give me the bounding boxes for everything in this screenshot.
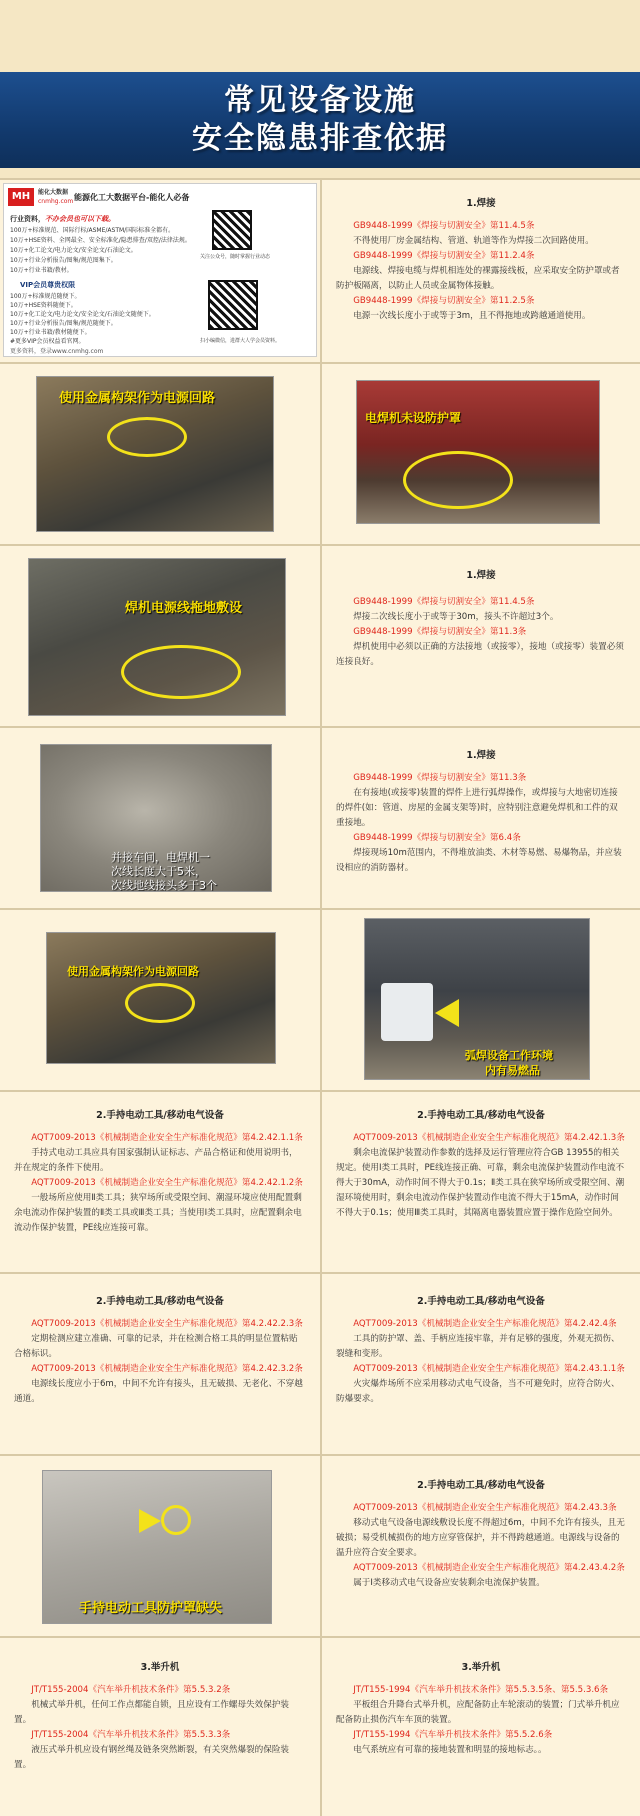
requirement-text: 电源线、焊接电缆与焊机相连处的裸露接线板，应采取安全防护罩或者防护板隔离，以防止人员或金属物体接触。 — [336, 266, 620, 291]
slide-text-cell — [0, 1638, 320, 1816]
photo-cell — [0, 910, 320, 1090]
requirement-text: 手持式电动工具应具有国家强制认证标志、产品合格证和使用说明书，并在规定的条件下使用。 — [14, 1148, 298, 1173]
standard-reference: AQT7009-2013《机械制造企业安全生产标准化规范》第4.2.42.1.2条 — [31, 1178, 303, 1188]
section2-item: 10万+行业书籍/教材随便下。 — [10, 329, 91, 336]
section2-item: 10万+化工论文/电力论文/安全论文/石油论文随便下。 — [10, 311, 155, 318]
slide-text-cell — [320, 546, 640, 726]
paint-can-icon — [381, 983, 433, 1041]
slide-text — [322, 546, 640, 678]
section-heading: 2.手持电动工具/移动电气设备 — [417, 1296, 545, 1307]
photo-cell — [0, 364, 320, 544]
site-photo — [42, 1470, 272, 1624]
brand-site: cnmhg.com — [38, 198, 74, 205]
standard-reference: JT/T155-1994《汽车举升机技术条件》第5.5.3.5条、第5.5.3.6条 — [353, 1685, 609, 1695]
requirement-text: 在有接地(或接零)装置的焊件上进行弧焊操作，或焊接与大地密切连接的焊件(如：管道、房屋的金属支架等)时，应特别注意避免焊机和工件的双重接地。 — [336, 788, 618, 828]
photo-caption: 使用金属构架作为电源回路 — [59, 391, 216, 406]
slide-text — [322, 1456, 640, 1599]
row-5 — [0, 908, 640, 1090]
section2-item: #更多VIP会员权益看官网。 — [10, 338, 85, 345]
photo-caption: 焊机电源线拖地敷设 — [125, 601, 243, 616]
qr-code-icon — [208, 280, 258, 330]
section-heading: 2.手持电动工具/移动电气设备 — [96, 1110, 224, 1121]
standard-reference: AQT7009-2013《机械制造企业安全生产标准化规范》第4.2.43.1.1条 — [353, 1364, 625, 1374]
slide-text — [0, 1092, 320, 1244]
row-3 — [0, 544, 640, 726]
slide-text — [0, 1274, 320, 1415]
requirement-text: 火灾爆炸场所不应采用移动式电气设备，当不可避免时，应符合防火、防爆要求。 — [336, 1379, 620, 1404]
site-photo — [364, 918, 590, 1080]
row-6 — [0, 1090, 640, 1272]
standard-reference: GB9448-1999《焊接与切割安全》第11.4.5条 — [353, 597, 535, 607]
photo-caption: 内有易燃品 — [485, 1064, 540, 1077]
requirement-text: 剩余电流保护装置动作参数的选择及运行管理应符合GB 13955的相关规定。使用Ⅰ类工具时，PE线连接正确、可靠，剩余电流保护装置动作电流不得大于30mA，动作时间不得大于0.1s；Ⅱ类工具在狭窄场所或受限空间、潮湿环境使用时，剩余电流动作保护装置动作电流不得大于15mA，动作时间不得大于0.1s；使用Ⅲ类工具时，其隔离电器装置应置于操作危险空间外。 — [336, 1148, 625, 1218]
requirement-text: 定期检测应建立准确、可靠的记录，并在检测合格工具的明显位置粘贴合格标识。 — [14, 1334, 298, 1359]
standard-reference: AQT7009-2013《机械制造企业安全生产标准化规范》第4.2.43.3条 — [353, 1503, 617, 1513]
highlight-ellipse — [121, 645, 241, 699]
row-4 — [0, 726, 640, 908]
requirement-text: 电气系统应有可靠的接地装置和明显的接地标志。。 — [353, 1745, 547, 1755]
photo-caption: 并接车间，电焊机一 — [111, 851, 210, 864]
requirement-text: 不得使用厂房金属结构、管道、轨道等作为焊接二次回路使用。 — [353, 236, 594, 246]
standard-reference: AQT7009-2013《机械制造企业安全生产标准化规范》第4.2.42.1.1条 — [31, 1133, 303, 1143]
slide-text-cell — [320, 1638, 640, 1816]
row-7 — [0, 1272, 640, 1454]
row-2 — [0, 362, 640, 544]
arrow-right-icon — [139, 1509, 161, 1533]
slide-text-cell — [320, 728, 640, 908]
site-photo — [46, 932, 276, 1064]
standard-reference: JT/T155-1994《汽车举升机技术条件》第5.5.2.6条 — [353, 1730, 553, 1740]
platform-name: 能源化工大数据平台-能化人必备 — [74, 193, 190, 202]
standard-reference: AQT7009-2013《机械制造企业安全生产标准化规范》第4.2.42.4条 — [353, 1319, 617, 1329]
section2-label: VIP会员尊贵权限 — [20, 281, 76, 289]
slide-text — [322, 1638, 640, 1766]
standard-reference: GB9448-1999《焊接与切割安全》第11.3条 — [353, 627, 527, 637]
standard-reference: JT/T155-2004《汽车举升机技术条件》第5.5.3.2条 — [31, 1685, 231, 1695]
standard-reference: GB9448-1999《焊接与切割安全》第11.2.4条 — [353, 251, 535, 261]
section-heading: 1.焊接 — [466, 750, 496, 761]
requirement-text: 液压式举升机应设有钢丝绳及链条突然断裂，有关突然爆裂的保险装置。 — [14, 1745, 290, 1770]
section-heading: 3.举升机 — [140, 1662, 180, 1673]
qr-code-icon — [212, 210, 252, 250]
standard-reference: GB9448-1999《焊接与切割安全》第6.4条 — [353, 833, 521, 843]
requirement-text: 焊接现场10m范围内，不得堆放油类、木材等易燃、易爆物品，并应装设相应的消防器材。 — [336, 848, 622, 873]
standard-reference: AQT7009-2013《机械制造企业安全生产标准化规范》第4.2.42.3.2条 — [31, 1364, 303, 1374]
section1-item: 10万+HSE资料、全网最全、安全标准化/隐患排查/双控/法律法规。 — [10, 237, 191, 244]
highlight-ellipse — [125, 983, 195, 1023]
qr1-caption: 关注公众号，随时掌握行业动态 — [200, 254, 271, 260]
requirement-text: 一般场所应使用Ⅱ类工具；狭窄场所或受限空间、潮湿环境应使用配置剩余电流动作保护装置的Ⅱ类工具或Ⅲ类工具；当使用Ⅰ类工具时，应配置剩余电流动作保护装置，PE线应连接可靠。 — [14, 1193, 302, 1233]
requirement-text: 移动式电气设备电源线敷设长度不得超过6m，中间不允许有接头，且无破损；易受机械损伤的地方应穿管保护，并不得跨越通道。电源线与设备的温升应符合安全要求。 — [336, 1518, 625, 1558]
photo-caption: 电焊机未设防护罩 — [365, 411, 462, 425]
photo-cell — [0, 1456, 320, 1636]
section1-item: 100万+标准规范、国际行标/ASME/ASTM/国际标准全都有。 — [10, 227, 175, 234]
section-heading: 2.手持电动工具/移动电气设备 — [96, 1296, 224, 1307]
photo-caption: 次线长度大于5米， — [111, 865, 206, 878]
slide-text — [322, 728, 640, 884]
arrow-left-icon — [435, 999, 459, 1027]
section2-item: 100万+标准规范随便下。 — [10, 293, 81, 300]
requirement-text: 焊机使用中必须以正确的方法接地（或接零），接地（或接零）装置必须连接良好。 — [336, 642, 624, 667]
highlight-ellipse — [161, 1505, 191, 1535]
title-banner — [0, 72, 640, 168]
standard-reference: AQT7009-2013《机械制造企业安全生产标准化规范》第4.2.42.1.3条 — [353, 1133, 625, 1143]
row-9 — [0, 1636, 640, 1816]
slide-text — [322, 1092, 640, 1229]
requirement-text: 属于Ⅰ类移动式电气设备应安装剩余电流保护装置。 — [353, 1578, 545, 1588]
standard-reference: AQT7009-2013《机械制造企业安全生产标准化规范》第4.2.42.2.3条 — [31, 1319, 303, 1329]
site-photo — [40, 744, 272, 892]
title-line-1: 常见设备设施 — [224, 83, 416, 118]
photo-cell — [320, 364, 640, 544]
title-line-2: 安全隐患排查依据 — [192, 121, 448, 156]
site-photo — [36, 376, 274, 532]
requirement-text: 电源一次线长度小于或等于3m，且不得拖地或跨越通道使用。 — [353, 311, 591, 321]
photo-cell — [0, 728, 320, 908]
slide-text-cell — [0, 1092, 320, 1272]
standard-reference: GB9448-1999《焊接与切割安全》第11.4.5条 — [353, 221, 535, 231]
ad-panel — [3, 183, 317, 357]
highlight-ellipse — [403, 451, 513, 509]
section2-item: 10万+HSE资料随便下。 — [10, 302, 77, 309]
requirement-text: 平板组合升降台式举升机，应配备防止车轮滚动的装置；门式举升机应配备防止损伤汽车车顶的装置。 — [336, 1700, 620, 1725]
standard-reference: JT/T155-2004《汽车举升机技术条件》第5.5.3.3条 — [31, 1730, 231, 1740]
section-heading: 3.举升机 — [461, 1662, 501, 1673]
photo-caption: 手持电动工具防护罩缺失 — [79, 1601, 223, 1616]
qr2-caption: 扫小编微信，进群大人学会员资料。 — [200, 338, 281, 344]
section1-label: 行业资料，不办会员也可以下载。 — [10, 215, 115, 223]
slide-text-cell — [320, 1092, 640, 1272]
standard-reference: AQT7009-2013《机械制造企业安全生产标准化规范》第4.2.43.4.2条 — [353, 1563, 625, 1573]
section-heading: 2.手持电动工具/移动电气设备 — [417, 1480, 545, 1491]
slide-text-cell — [0, 1274, 320, 1454]
photo-caption: 次线地线接头多于3个 — [111, 879, 217, 892]
slide-text-cell — [320, 1274, 640, 1454]
ad-footer: 更多资料，登录www.cnmhg.com — [10, 348, 104, 355]
photo-cell — [0, 546, 320, 726]
requirement-text: 电源线长度应小于6m，中间不允许有接头，且无破损、无老化、不穿越通道。 — [14, 1379, 303, 1404]
highlight-ellipse — [107, 417, 187, 457]
slide-text-cell — [320, 1456, 640, 1636]
photo-cell — [320, 910, 640, 1090]
slide-text — [322, 1274, 640, 1415]
standard-reference: GB9448-1999《焊接与切割安全》第11.3条 — [353, 773, 527, 783]
site-photo — [28, 558, 286, 716]
slide-text — [0, 1638, 320, 1781]
section-heading: 1.焊接 — [466, 198, 496, 209]
section-heading: 1.焊接 — [466, 570, 496, 581]
standard-reference: GB9448-1999《焊接与切割安全》第11.2.5条 — [353, 296, 535, 306]
section2-item: 10万+行业分析报告/图集/规范随便下。 — [10, 320, 117, 327]
brand-name: 能化大数据 — [38, 189, 69, 196]
slide-text — [322, 180, 640, 332]
brand-logo: MH — [8, 188, 34, 206]
site-photo — [356, 380, 600, 524]
section1-item: 10万+行业书籍/教材。 — [10, 267, 73, 274]
row-1 — [0, 178, 640, 362]
requirement-text: 焊接二次线长度小于或等于30m，接头不许超过3个。 — [353, 612, 559, 622]
section1-item: 10万+行业分析报告/图集/规范图集下。 — [10, 257, 117, 264]
ad-panel-cell — [0, 180, 320, 362]
requirement-text: 机械式举升机，任何工作点都能自锁，且应设有工作螺母失效保护装置。 — [14, 1700, 290, 1725]
photo-caption: 弧焊设备工作环境 — [465, 1049, 553, 1062]
section1-item: 10万+化工论文/电力论文/安全论文/石油论文。 — [10, 247, 137, 254]
slide-grid — [0, 178, 640, 1816]
row-8 — [0, 1454, 640, 1636]
photo-caption: 使用金属构架作为电源回路 — [67, 965, 199, 978]
slide-text-cell — [320, 180, 640, 362]
section-heading: 2.手持电动工具/移动电气设备 — [417, 1110, 545, 1121]
requirement-text: 工具的防护罩、盖、手柄应连接牢靠，并有足够的强度，外观无损伤、裂缝和变形。 — [336, 1334, 620, 1359]
